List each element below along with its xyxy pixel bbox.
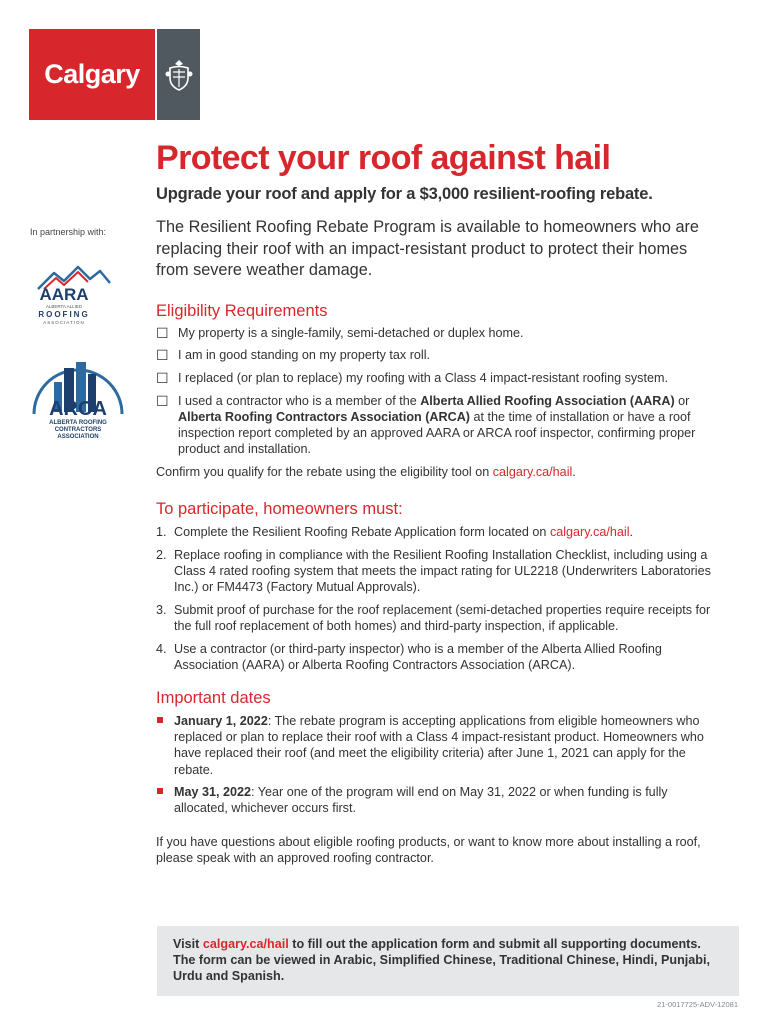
participate-step (156, 547, 716, 596)
arca-line2: CONTRACTORS (54, 427, 102, 433)
city-crest-logo (157, 29, 200, 120)
page-title: Protect your roof against hail (156, 139, 611, 177)
aara-line1: ALBERTA ALLIED (45, 304, 83, 309)
date-item (156, 713, 716, 778)
eligibility-item-text: My property is a single-family, semi-detached or duplex home. (178, 325, 524, 340)
participate-step (156, 602, 716, 634)
eligibility-item (156, 347, 716, 363)
step-number: 1. (156, 524, 167, 539)
aara-line3: ASSOCIATION (43, 320, 85, 325)
step-number: 3. (156, 602, 167, 617)
date1-text: : The rebate program is accepting applications from eligible homeowners who replaced or plan to replace their roof with a Class 4 impact-resistant product. Homeowners who have replaced their roof (and meet the eligibility criteria) after June 1, 2021 can apply for the rebate. (174, 714, 704, 777)
step4-text: Use a contractor (or third-party inspector) who is a member of the Alberta Allied Roofing Association (AARA) or Alberta Roofing Contractors Association (ARCA). (174, 641, 662, 672)
eligibility-item (156, 325, 716, 341)
confirm-post: . (572, 464, 576, 479)
dates-list (156, 713, 716, 816)
item4-post: at the time of installation or have a roof inspection report completed by an approved AARA or ARCA roof inspector, confirming proper product and installation. (178, 409, 696, 457)
item4-arca: Alberta Roofing Contractors Association (ARCA) (178, 409, 470, 424)
step1-pre: Complete the Resilient Roofing Rebate Application form located on (174, 524, 550, 539)
checkbox-icon: ☐ (156, 369, 169, 386)
checkbox-icon: ☐ (156, 324, 169, 341)
partnership-label: In partnership with: (30, 227, 107, 237)
step1-post: . (629, 524, 634, 539)
application-form-link[interactable]: calgary.ca/hail (549, 524, 630, 539)
step-number: 2. (156, 547, 167, 562)
footer-pre: Visit (173, 937, 203, 951)
date-item (156, 784, 716, 816)
calgary-logo (29, 29, 155, 120)
footer-link[interactable]: calgary.ca/hail (202, 937, 289, 951)
checkbox-icon: ☐ (156, 347, 169, 364)
date1-label: January 1, 2022 (174, 714, 268, 729)
date2-text: : Year one of the program will end on May 31, 2022 or when funding is fully allocated, whichever occurs first. (174, 784, 668, 816)
eligibility-confirm (156, 464, 716, 480)
calgary-logo-text: Calgary (44, 59, 140, 89)
aara-abbr: AARA (39, 285, 89, 304)
date2-label: May 31, 2022 (174, 784, 252, 799)
step3-text: Submit proof of purchase for the roof replacement (semi-detached properties require receipts for the full roof replacement of both homes) and third-party inspection, if applicable. (174, 602, 711, 633)
outro-paragraph: If you have questions about eligible roofing products, or want to know more about installing a roof, please speak with an approved roofing contractor. (156, 835, 701, 866)
participate-steps (156, 524, 716, 673)
aara-logo (34, 259, 114, 339)
aara-line2: ROOFING (38, 310, 90, 319)
step2-text: Replace roofing in compliance with the Resilient Roofing Installation Checklist, including using a Class 4 rated roofing system that meets the impact rating for UL2218 (Underwriters Laboratories Inc.) or FM4473 (Factory Mutual Approvals). (174, 547, 711, 595)
eligibility-tool-link[interactable]: calgary.ca/hail (492, 464, 573, 479)
eligibility-item (156, 370, 716, 386)
dates-heading: Important dates (156, 689, 271, 708)
participate-heading: To participate, homeowners must: (156, 499, 403, 518)
footer-callout (157, 926, 739, 996)
eligibility-checklist (156, 325, 716, 458)
arca-line1: ALBERTA ROOFING (49, 420, 107, 426)
bullet-square-icon (157, 717, 163, 723)
footer-post: to fill out the application form and submit all supporting documents. The form can be viewed in Arabic, Simplified Chinese, Traditional Chinese, Hindi, Punjabi, Urdu and Spanish. (173, 937, 710, 984)
arca-line3: ASSOCIATION (57, 434, 99, 440)
document-code: 21-0017725-ADV-12081 (657, 1000, 738, 1009)
item4-aara: Alberta Allied Roofing Association (AARA) (420, 393, 675, 408)
eligibility-item-text: I replaced (or plan to replace) my roofing with a Class 4 impact-resistant roofing system. (178, 370, 668, 385)
arca-logo (26, 354, 130, 450)
intro-paragraph: The Resilient Roofing Rebate Program is available to homeowners who are replacing their roof with an impact-resistant product to protect their homes from severe weather damage. (156, 218, 699, 279)
eligibility-heading: Eligibility Requirements (156, 301, 328, 320)
page-subtitle: Upgrade your roof and apply for a $3,000 resilient-roofing rebate. (156, 185, 653, 203)
participate-step (156, 524, 716, 540)
participate-step (156, 641, 716, 673)
arca-abbr: ARCA (49, 398, 107, 420)
confirm-pre: Confirm you qualify for the rebate using the eligibility tool on (156, 464, 493, 479)
eligibility-item-text: I am in good standing on my property tax roll. (178, 348, 431, 363)
main-content (156, 138, 716, 867)
eligibility-item (156, 393, 716, 458)
bullet-square-icon (157, 788, 163, 794)
checkbox-icon: ☐ (156, 392, 169, 409)
crest-icon (164, 57, 194, 93)
item4-pre: I used a contractor who is a member of the (178, 393, 421, 408)
step-number: 4. (156, 641, 167, 656)
item4-or: or (674, 393, 690, 408)
